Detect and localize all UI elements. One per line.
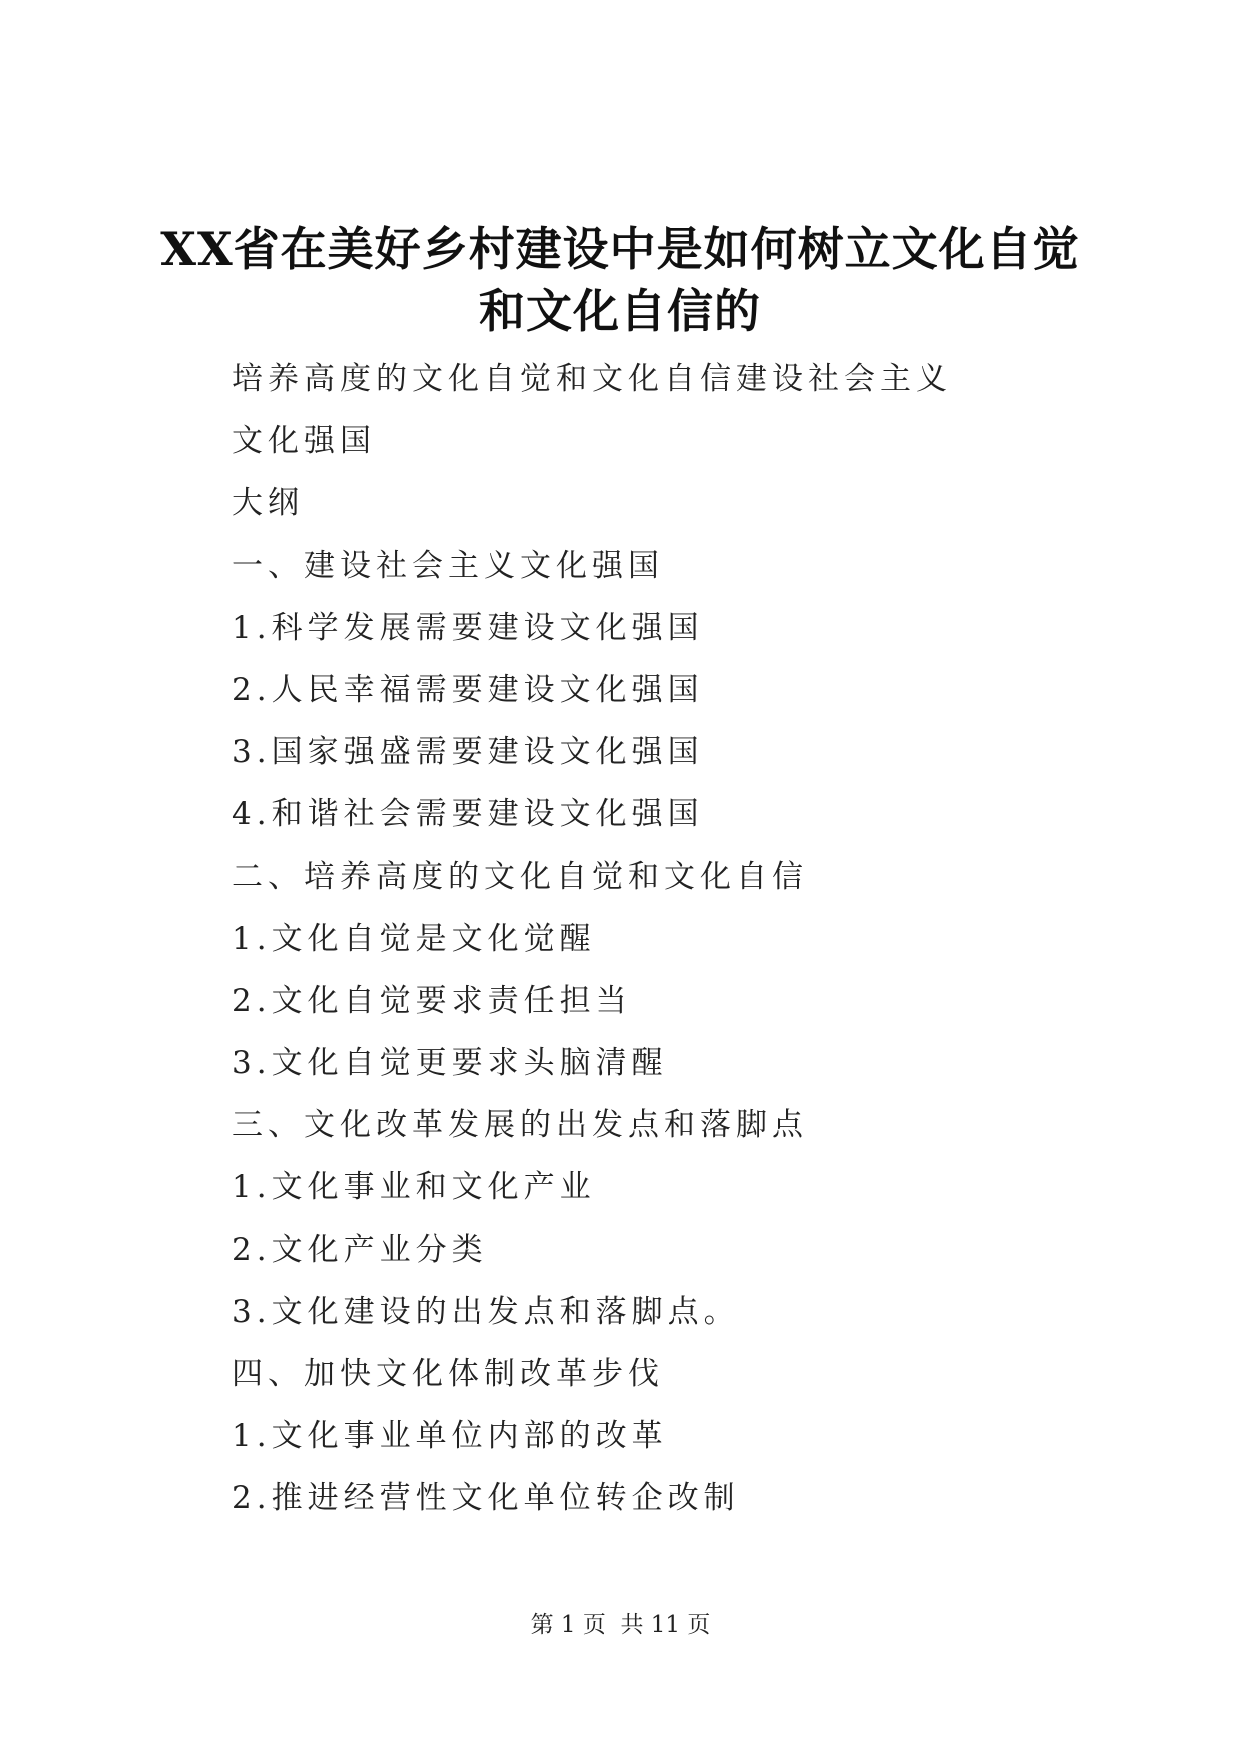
title-line-2: 和文化自信的 [479, 284, 761, 338]
section-heading: 一、建设社会主义文化强国 [232, 547, 664, 584]
list-item: 1.文化事业和文化产业 [232, 1169, 596, 1206]
section-heading: 三、文化改革发展的出发点和落脚点 [232, 1107, 808, 1144]
list-item: 1.文化事业单位内部的改革 [232, 1418, 668, 1455]
list-item: 2.文化自觉要求责任担当 [232, 982, 632, 1019]
document-title [120, 218, 1120, 342]
list-item: 1.科学发展需要建设文化强国 [232, 609, 704, 646]
list-item: 1.文化自觉是文化觉醒 [232, 920, 596, 957]
body-line: 文化强国 [232, 423, 376, 460]
section-heading: 二、培养高度的文化自觉和文化自信 [232, 858, 808, 895]
list-item: 2.人民幸福需要建设文化强国 [232, 671, 704, 708]
body-line: 培养高度的文化自觉和文化自信建设社会主义 [232, 361, 952, 397]
list-item: 2.文化产业分类 [232, 1231, 488, 1268]
list-item: 3.文化自觉更要求头脑清醒 [232, 1045, 668, 1082]
section-heading: 四、加快文化体制改革步伐 [232, 1356, 664, 1392]
list-item: 4.和谐社会需要建设文化强国 [232, 796, 704, 833]
page-footer: 第 1 页 共 11 页 [530, 1612, 711, 1638]
outline-heading: 大纲 [232, 485, 304, 522]
list-item: 2.推进经营性文化单位转企改制 [232, 1480, 740, 1517]
title-line-1: XX省在美好乡村建设中是如何树立文化自觉 [160, 222, 1080, 276]
document-body [232, 357, 1132, 1539]
list-item: 3.文化建设的出发点和落脚点。 [232, 1293, 740, 1330]
list-item: 3.国家强盛需要建设文化强国 [232, 734, 704, 771]
